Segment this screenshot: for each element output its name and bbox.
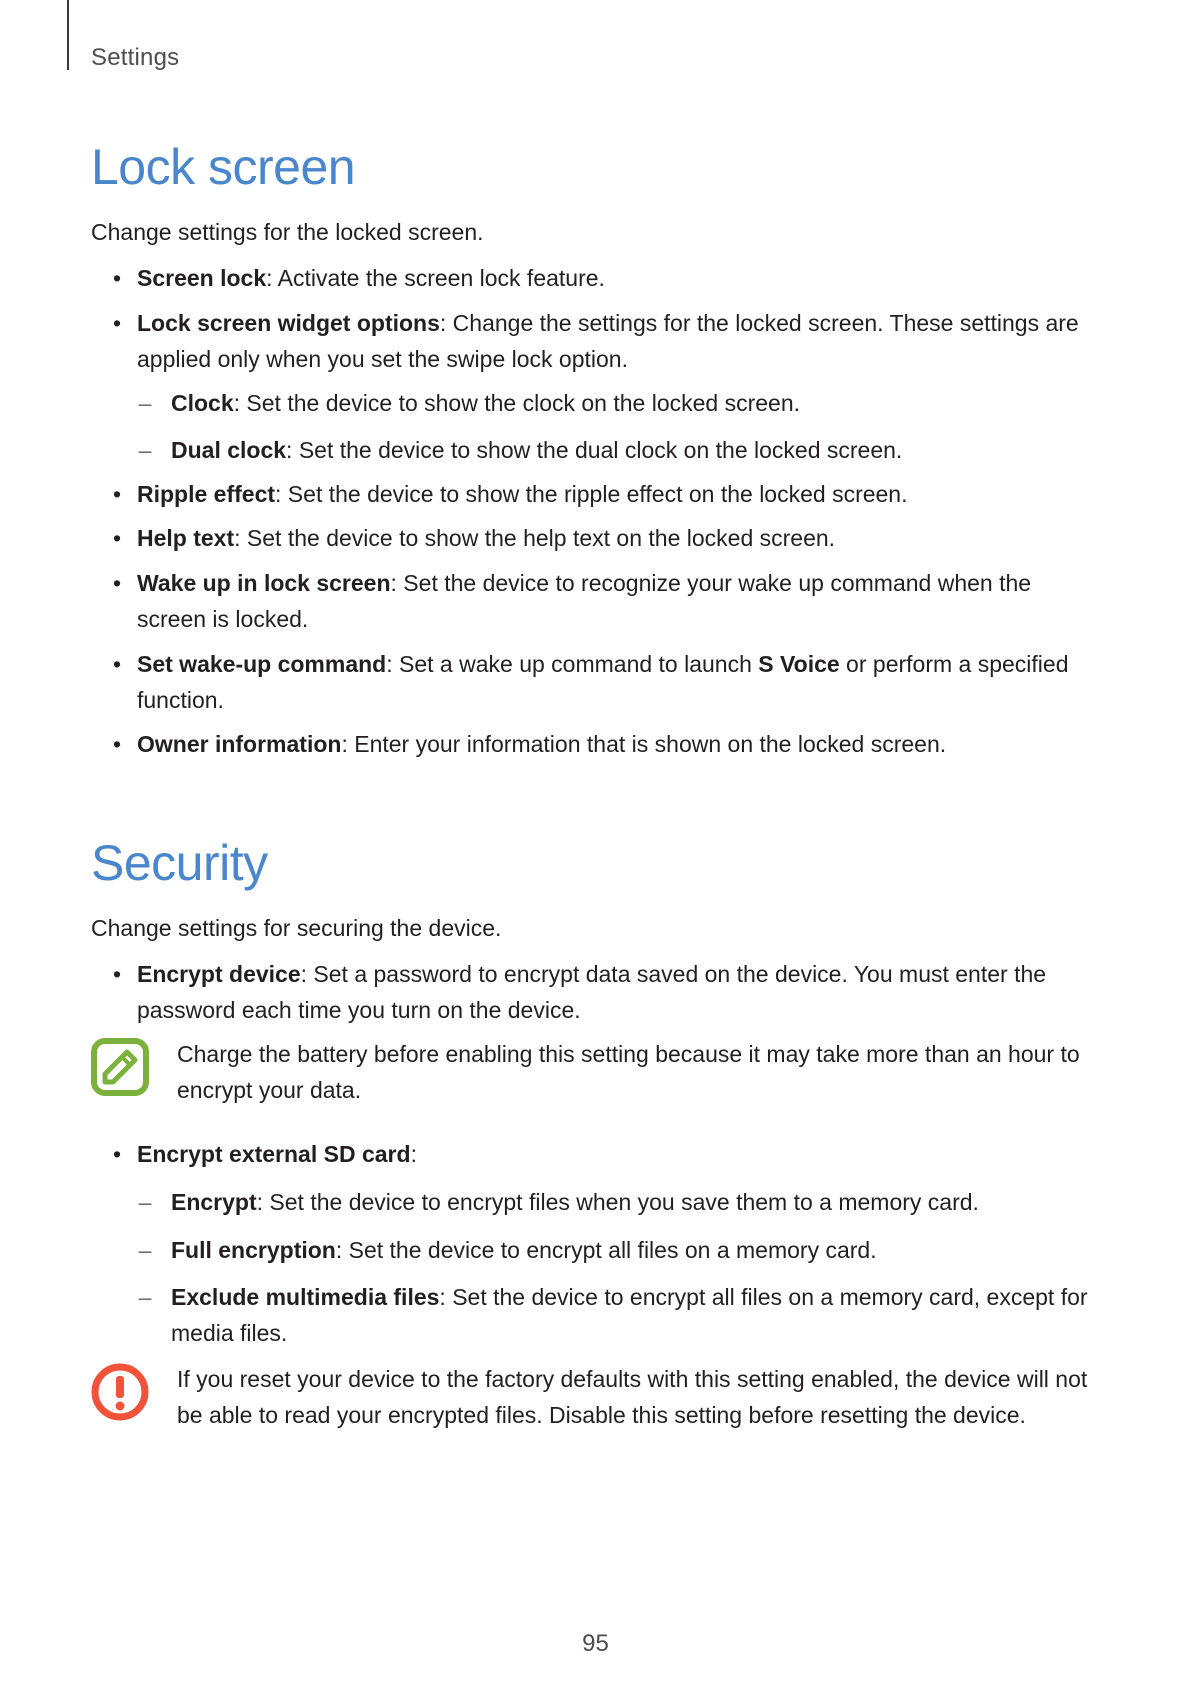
item-term: Owner information [137,731,342,757]
item-desc: : Set the device to encrypt all files on a memory card. [335,1237,877,1263]
item-desc: : Activate the screen lock feature. [266,265,605,291]
item-desc: : Set a wake up command to launch [386,651,759,677]
sub-item-encrypt [138,1184,1101,1220]
bullet-marker: • [112,651,122,677]
item-desc: : Set the device to show the dual clock on the locked screen. [286,437,903,463]
header-edge-rule [67,0,69,70]
lock-screen-intro: Change settings for the locked screen. [91,219,484,245]
page-number: 95 [582,1630,609,1657]
sub-item-exclude-multimedia-files [138,1279,1101,1351]
item-term: Full encryption [171,1237,336,1263]
bullet-marker: • [112,481,122,507]
item-term: Screen lock [137,265,267,291]
item-term: Ripple effect [137,481,276,507]
list-item-set-wake-up-command [112,646,1101,718]
sub-item-clock [138,385,1101,421]
dash-marker: – [138,1189,152,1215]
item-term: Encrypt [171,1189,257,1215]
caution-exclamation-icon [91,1363,149,1421]
item-desc: : Change the settings for the locked screen. These settings are applied only when you set the swipe lock option. [137,310,1079,372]
list-item-encrypt-device [112,956,1101,1028]
sub-item-full-encryption [138,1232,1101,1268]
caution-note-text: If you reset your device to the factory defaults with this setting enabled, the device will not be able to read your encrypted files. Disable this setting before resetting the device. [177,1366,1088,1428]
item-term: Lock screen widget options [137,310,440,336]
dash-marker: – [138,390,152,416]
app-name-s-voice: S Voice [758,651,840,677]
running-header: Settings [91,44,180,71]
dash-marker: – [138,1284,152,1310]
dash-marker: – [138,437,152,463]
bullet-marker: • [112,1141,122,1167]
caution-note [91,1361,1101,1428]
bullet-marker: • [112,961,122,987]
note-pencil-icon [91,1038,149,1096]
dash-marker: – [138,1237,152,1263]
item-term: Set wake-up command [137,651,387,677]
item-term: Encrypt device [137,961,301,987]
security-title: Security [91,835,268,891]
item-desc: : [410,1141,417,1167]
list-item-help-text [112,520,1101,556]
item-desc: : Set the device to show the clock on the locked screen. [233,390,801,416]
tip-note-text: Charge the battery before enabling this setting because it may take more than an hour to encrypt your data. [177,1041,1080,1103]
bullet-marker: • [112,310,122,336]
item-term: Wake up in lock screen [137,570,391,596]
bullet-marker: • [112,731,122,757]
item-desc: : Set a password to encrypt data saved on the device. You must enter the password each time you turn on the device. [137,961,1047,1023]
sub-item-dual-clock [138,432,1101,468]
item-desc: : Set the device to encrypt all files on a memory card, except for media files. [171,1284,1088,1346]
item-term: Clock [171,390,234,416]
item-term: Dual clock [171,437,287,463]
list-item-ripple-effect [112,476,1101,512]
bullet-marker: • [112,265,122,291]
item-term: Help text [137,525,235,551]
item-desc: or perform a specified function. [137,651,1069,713]
list-item-wake-up-in-lock-screen [112,565,1101,637]
item-desc: : Set the device to encrypt files when you save them to a memory card. [256,1189,979,1215]
list-item-owner-information [112,726,1101,762]
list-item-lock-screen-widget-options [112,305,1101,377]
lock-screen-title: Lock screen [91,139,356,195]
item-desc: : Set the device to recognize your wake up command when the screen is locked. [137,570,1032,632]
tip-note [91,1036,1101,1103]
security-intro: Change settings for securing the device. [91,915,502,941]
item-desc: : Enter your information that is shown on the locked screen. [341,731,947,757]
item-term: Exclude multimedia files [171,1284,440,1310]
list-item-encrypt-external-sd-card [112,1136,1101,1172]
item-desc: : Set the device to show the help text on the locked screen. [234,525,836,551]
bullet-marker: • [112,525,122,551]
bullet-marker: • [112,570,122,596]
item-term: Encrypt external SD card [137,1141,411,1167]
list-item-screen-lock [112,260,1101,296]
item-desc: : Set the device to show the ripple effect on the locked screen. [275,481,908,507]
